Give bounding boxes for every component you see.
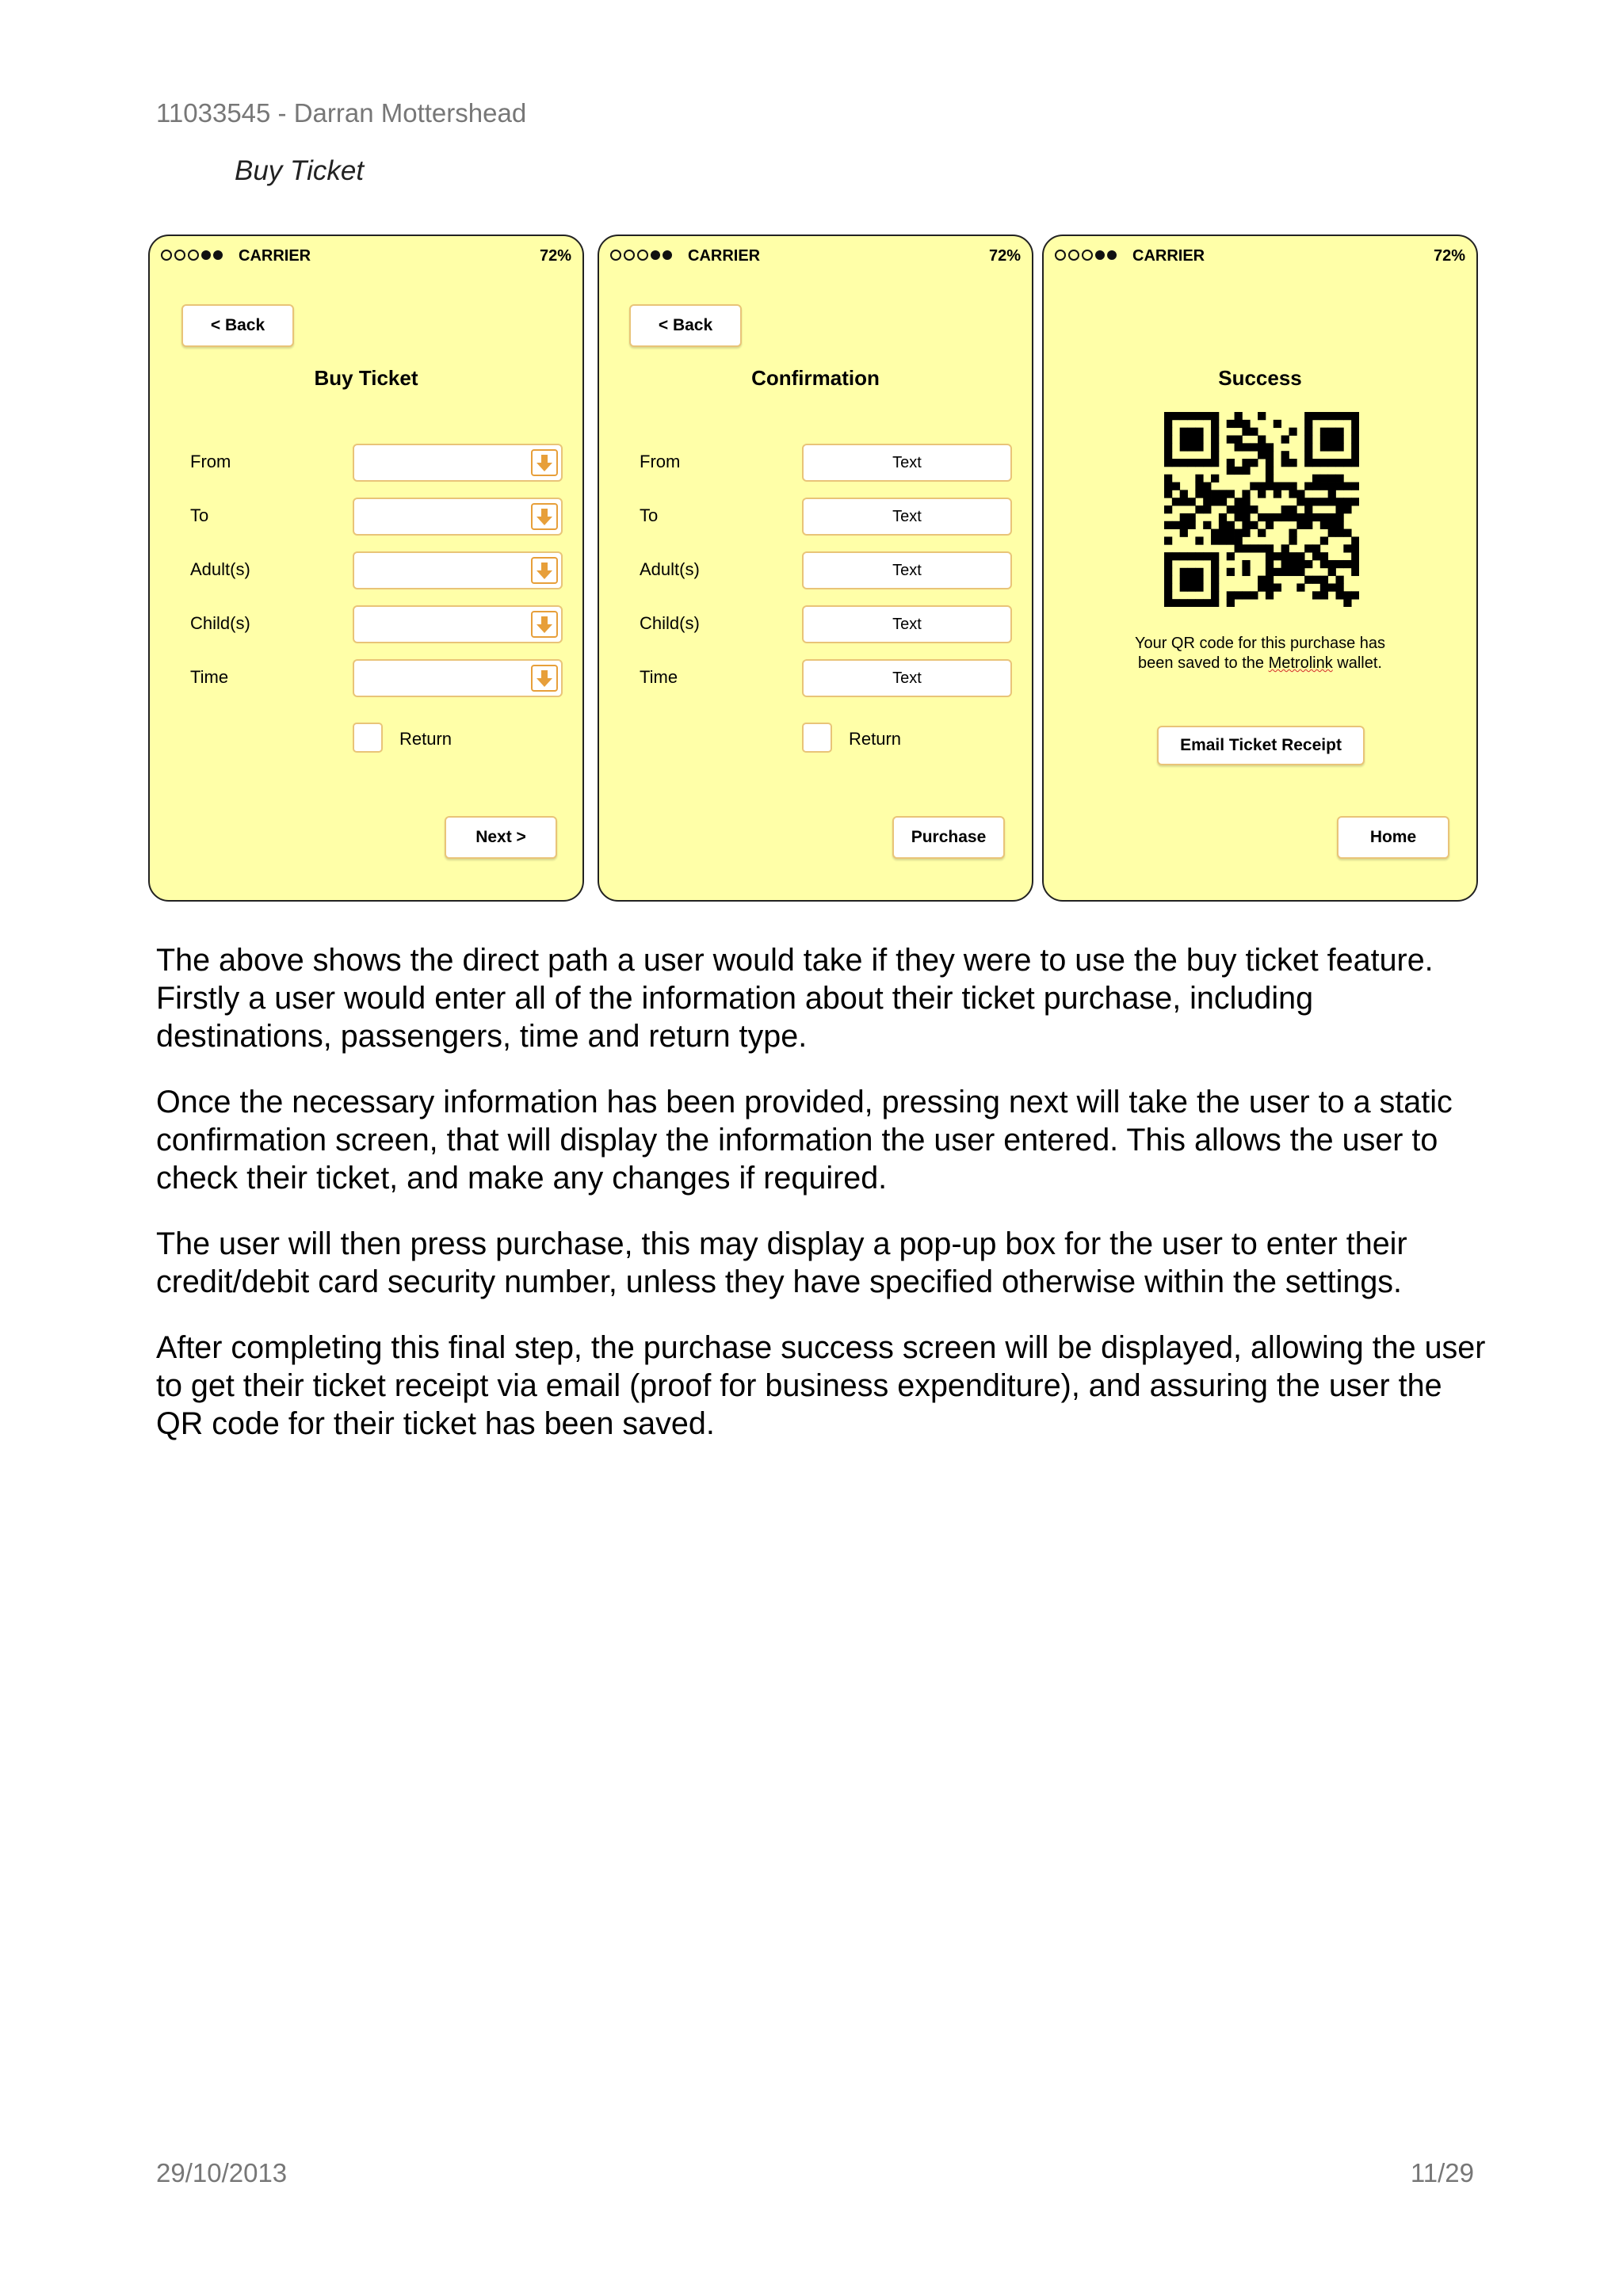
field-label-adults: Adult(s) [190, 559, 250, 579]
to-dropdown[interactable] [353, 498, 563, 536]
children-dropdown[interactable] [353, 605, 563, 643]
from-value: Text [802, 444, 1012, 482]
status-bar [161, 247, 571, 268]
next-button[interactable]: Next > [445, 816, 557, 859]
field-label-from: From [190, 452, 231, 471]
field-label-to: To [190, 505, 209, 525]
purchase-button[interactable]: Purchase [892, 816, 1005, 859]
time-dropdown[interactable] [353, 659, 563, 697]
paragraph: The above shows the direct path a user would take if they were to use the buy ticket feature. Firstly a user would enter all of the information about their ticket purchase, including destinations, passengers, time and return type. [156, 943, 1434, 1054]
phone-buy-ticket [148, 235, 584, 902]
phone-success [1042, 235, 1478, 902]
phone-confirmation [598, 235, 1033, 902]
qr-caption-prefix: been saved to the [1138, 654, 1269, 672]
down-arrow-icon [531, 665, 558, 692]
return-label: Return [399, 729, 453, 749]
screen-title: Buy Ticket [314, 366, 418, 390]
down-arrow-icon [531, 503, 558, 530]
screen-title: Success [1218, 366, 1302, 390]
back-button[interactable]: < Back [629, 304, 742, 347]
carrier-label: CARRIER [688, 247, 761, 265]
battery-label: 72% [988, 247, 1021, 265]
signal-dots-icon [610, 250, 672, 261]
field-label-from: From [640, 452, 681, 471]
adults-value: Text [802, 551, 1012, 589]
document-header: 11033545 - Darran Mottershead [156, 98, 527, 128]
status-bar [1055, 247, 1465, 268]
return-checkbox[interactable] [802, 723, 832, 753]
return-checkbox[interactable] [353, 723, 383, 753]
metrolink-brand: Metrolink [1268, 654, 1333, 672]
children-value: Text [802, 605, 1012, 643]
signal-dots-icon [161, 250, 223, 261]
status-bar [610, 247, 1021, 268]
paragraph: The user will then press purchase, this may display a pop-up box for the user to enter their credit/debit card security number, unless they have specified otherwise within the settings. [156, 1226, 1407, 1299]
battery-label: 72% [539, 247, 571, 265]
paragraph: After completing this final step, the purchase success screen will be displayed, allowing the user to get their ticket receipt via email (proof for business expenditure), and assuring the user the QR code for their ticket has been saved. [156, 1330, 1486, 1441]
carrier-label: CARRIER [1132, 247, 1205, 265]
field-label-children: Child(s) [640, 613, 700, 633]
carrier-label: CARRIER [239, 247, 311, 265]
screen-title: Confirmation [751, 366, 880, 390]
field-label-time: Time [640, 667, 678, 687]
signal-dots-icon [1055, 250, 1117, 261]
time-value: Text [802, 659, 1012, 697]
body-text [156, 941, 1495, 1470]
field-label-children: Child(s) [190, 613, 250, 633]
field-label-adults: Adult(s) [640, 559, 700, 579]
home-button[interactable]: Home [1337, 816, 1449, 859]
qr-code-icon [1164, 412, 1359, 607]
return-label: Return [849, 729, 902, 749]
footer-page-number: 11/29 [1410, 2158, 1474, 2187]
back-button[interactable]: < Back [181, 304, 294, 347]
email-receipt-button[interactable]: Email Ticket Receipt [1157, 726, 1365, 765]
battery-label: 72% [1433, 247, 1465, 265]
qr-caption [1060, 634, 1461, 673]
footer-date: 29/10/2013 [156, 2158, 288, 2187]
down-arrow-icon [531, 611, 558, 638]
adults-dropdown[interactable] [353, 551, 563, 589]
from-dropdown[interactable] [353, 444, 563, 482]
down-arrow-icon [531, 557, 558, 584]
field-label-time: Time [190, 667, 229, 687]
section-title: Buy Ticket [235, 155, 365, 186]
field-label-to: To [640, 505, 659, 525]
down-arrow-icon [531, 449, 558, 476]
to-value: Text [802, 498, 1012, 536]
paragraph: Once the necessary information has been provided, pressing next will take the user to a static confirmation screen, that will display the information the user entered. This allows the user to check their ticket, and make any changes if required. [156, 1085, 1453, 1196]
qr-caption-line1: Your QR code for this purchase has [1134, 635, 1386, 652]
qr-caption-suffix: wallet. [1332, 654, 1382, 672]
